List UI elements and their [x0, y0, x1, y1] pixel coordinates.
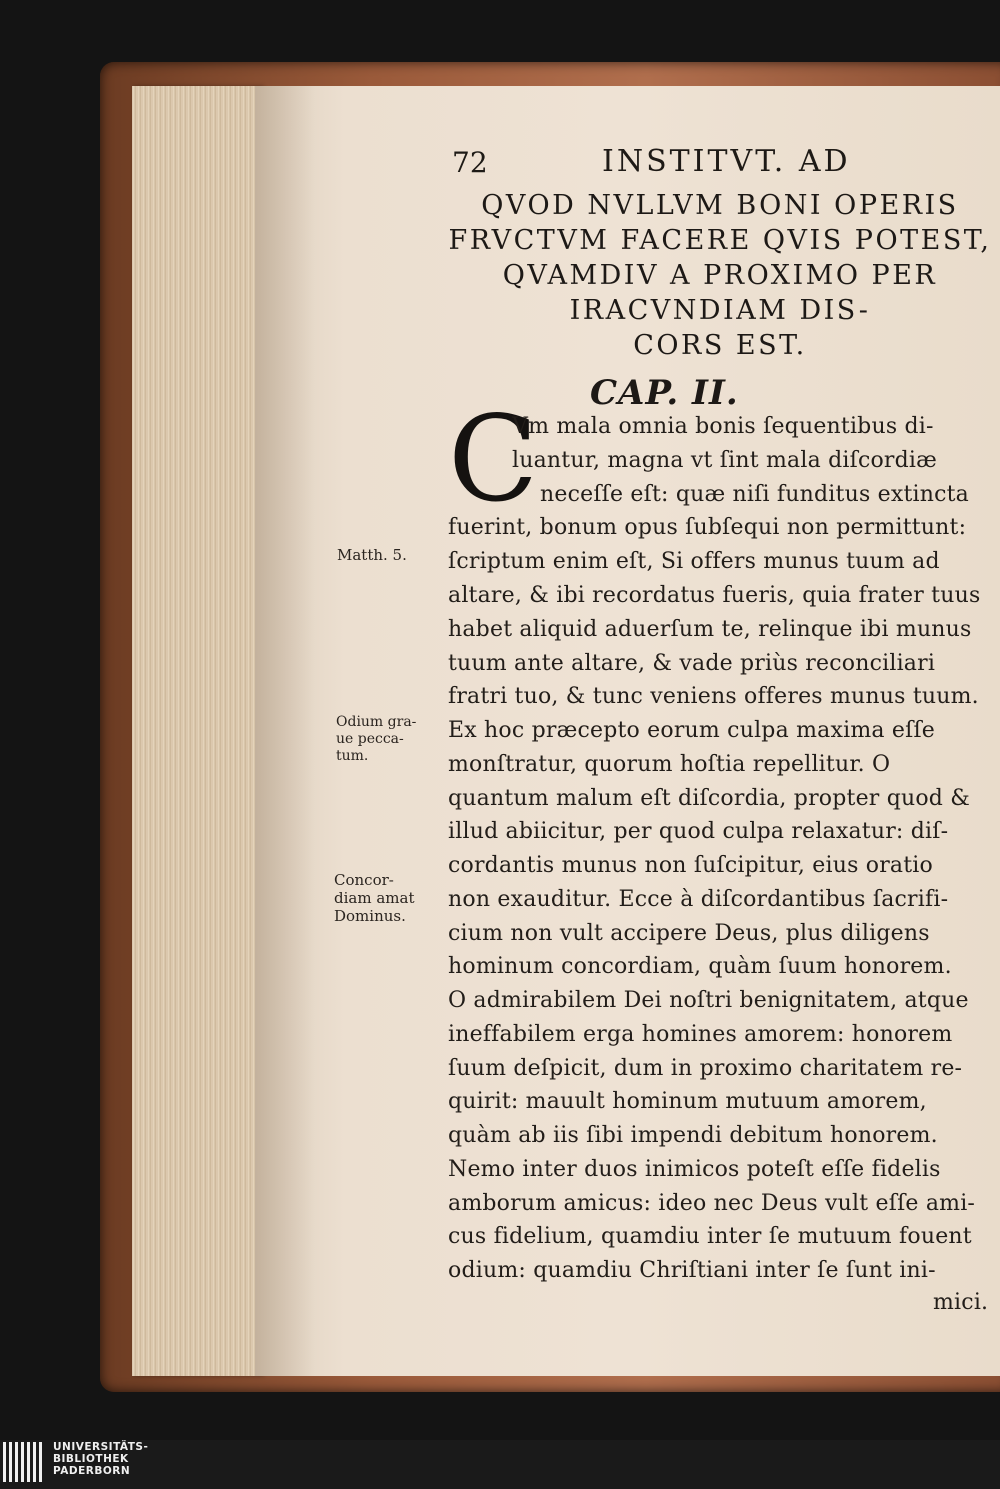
margin-note-concordiam [334, 871, 414, 925]
title-line: QVAMDIV A PROXIMO PER [502, 260, 938, 291]
text-line: quirit: mauult hominum mutuum amorem, [448, 1089, 927, 1114]
text-line: illud abiicitur, per quod culpa relaxatur: diſ- [448, 819, 949, 844]
chapter-title [440, 188, 1000, 363]
text-line: fuerint, bonum opus ſubſequi non permittunt: [448, 515, 967, 540]
text-line: fratri tuo, & tunc veniens offeres munus tuum. [448, 684, 979, 709]
margin-note-line: tum. [336, 748, 369, 764]
text-line: mici. [933, 1290, 989, 1315]
text-line: tuum ante altare, & vade priùs reconciliari [448, 651, 936, 676]
text-line: quantum malum eſt diſcordia, propter quod & [448, 786, 971, 811]
text-line: Vm mala omnia bonis ſequentibus di- [512, 414, 934, 439]
margin-note-line: diam amat [334, 889, 415, 907]
text-line: non exauditur. Ecce à diſcordantibus ſacrifi- [448, 887, 949, 912]
page-edges [132, 86, 262, 1376]
page-number: 72 [452, 146, 488, 179]
gutter-shadow [255, 86, 315, 1376]
text-line: hominum concordiam, quàm ſuum honorem. [448, 954, 952, 979]
margin-note-matth: Matth. 5. [337, 546, 407, 564]
margin-note-line: Odium gra- [336, 714, 417, 730]
drop-cap: C [448, 390, 539, 528]
running-head [452, 144, 997, 184]
text-line: cordantis munus non ſuſcipitur, eius oratio [448, 853, 933, 878]
margin-note-odium [336, 714, 416, 765]
text-line: Ex hoc præcepto eorum culpa maxima eſſe [448, 718, 936, 743]
text-line: amborum amicus: ideo nec Deus vult eſſe ami- [448, 1191, 976, 1216]
library-name-line: PADERBORN [53, 1465, 131, 1477]
text-line: luantur, magna vt ſint mala diſcordiæ [512, 448, 938, 473]
running-title: INSTITVT. AD [602, 144, 851, 179]
text-line: odium: quamdiu Chriſtiani inter ſe ſunt ini- [448, 1258, 936, 1283]
title-line: FRVCTVM FACERE QVIS POTEST, [448, 225, 992, 256]
margin-note-line: Concor- [334, 871, 394, 889]
text-line: O admirabilem Dei noſtri benignitatem, atque [448, 988, 969, 1013]
library-name [53, 1441, 148, 1477]
text-line: altare, & ibi recordatus fueris, quia frater tuus [448, 583, 981, 608]
margin-note-line: ue pecca- [336, 731, 404, 747]
footer-bar [0, 1440, 1000, 1489]
text-line: ineffabilem erga homines amorem: honorem [448, 1022, 953, 1047]
text-line: Nemo inter duos inimicos poteſt eſſe fidelis [448, 1157, 941, 1182]
library-logo-icon [3, 1442, 47, 1482]
text-line: quàm ab iis ſibi impendi debitum honorem. [448, 1123, 938, 1148]
text-line: neceſſe eſt: quæ niſi funditus extincta [540, 482, 969, 507]
title-line: QVOD NVLLVM BONI OPERIS [481, 190, 959, 221]
library-name-line: BIBLIOTHEK [53, 1453, 129, 1465]
library-name-line: UNIVERSITÄTS- [53, 1441, 149, 1453]
text-line: cus fidelium, quamdiu inter ſe mutuum fouent [448, 1224, 972, 1249]
text-line: ſuum deſpicit, dum in proximo charitatem re- [448, 1056, 963, 1081]
margin-note-line: Dominus. [334, 907, 406, 925]
text-line: cium non vult accipere Deus, plus diligens [448, 921, 930, 946]
text-line: monſtratur, quorum hoſtia repellitur. O [448, 752, 891, 777]
title-line: CORS EST. [633, 330, 807, 361]
title-line: IRACVNDIAM DIS- [569, 295, 871, 326]
chapter-heading: CAP. II. [590, 373, 739, 413]
text-line: habet aliquid aduerſum te, relinque ibi munus [448, 617, 972, 642]
text-line: ſcriptum enim eſt, Si offers munus tuum ad [448, 549, 940, 574]
